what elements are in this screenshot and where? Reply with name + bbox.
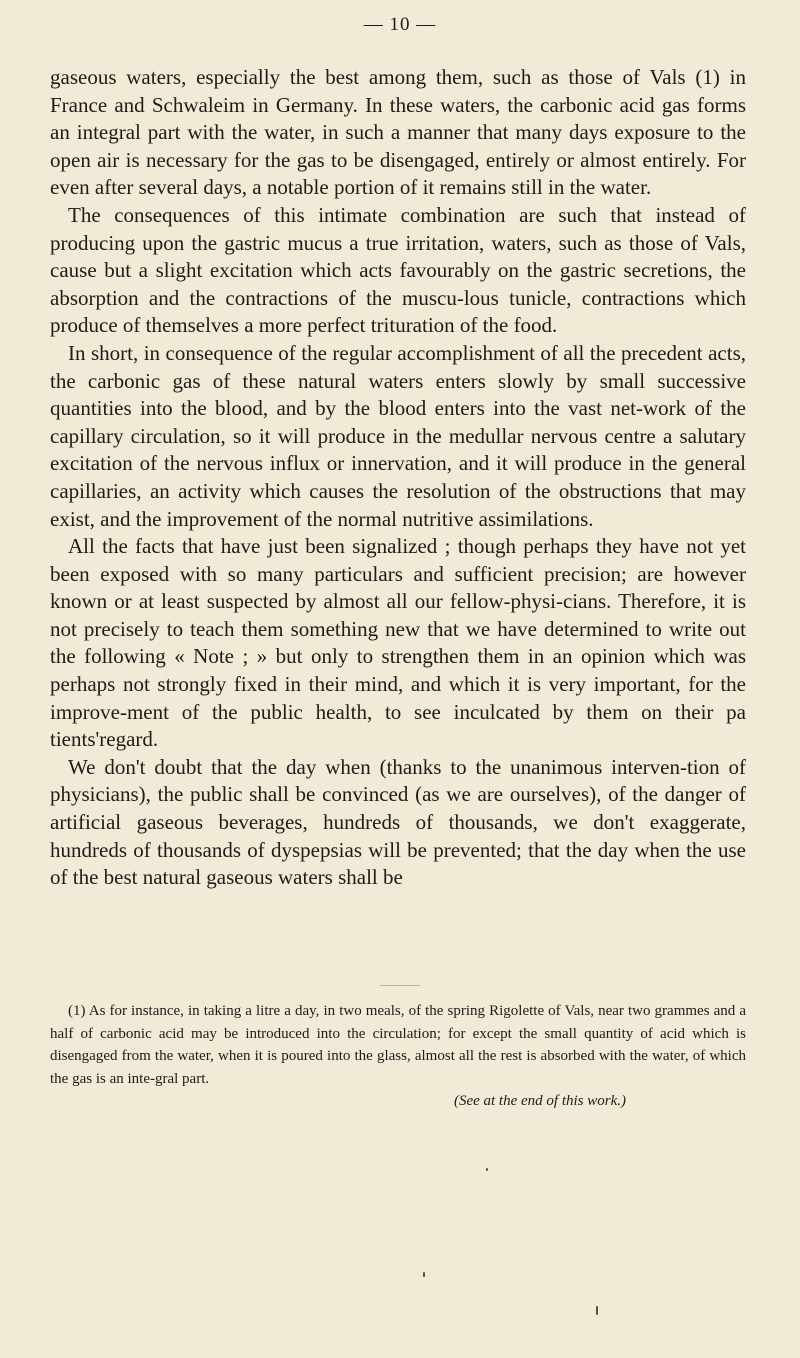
ink-fleck (596, 1306, 598, 1315)
paragraph-2: The consequences of this intimate combination are such that instead of producing upon the gastric mucus a true irritation, waters, such as those of Vals, cause but a slight excitation which acts favourably on the gastric secretions, the absorption and the contractions of the muscu-lous tunicle, contractions which produce of themselves a more perfect trituration of the food. (50, 202, 746, 338)
page-number: — 10 — (363, 14, 437, 35)
ink-fleck (486, 1168, 488, 1171)
footnote-see-note: (See at the end of this work.) (453, 1093, 626, 1109)
footnote-divider (380, 985, 420, 986)
ink-fleck (423, 1272, 425, 1277)
paragraph-1: gaseous waters, especially the best among them, such as those of Vals (1) in France and Schwaleim in Germany. In these waters, the carbonic acid gas forms an integral part with the water, in such a manner that many days exposure to the open air is necessary for the gas to be disengaged, entirely or almost entirely. For even after several days, a notable portion of it remains still in the water. (50, 65, 746, 200)
paragraph-3: In short, in consequence of the regular accomplishment of all the precedent acts, the carbonic gas of these natural waters enters slowly by small successive quantities into the blood, and by the blood enters into the vast net-work of the capillary circulation, so it will produce in the medullar nervous centre a salutary excitation of the nervous influx or innervation, and it will produce in the general capillaries, an activity which causes the resolution of the obstructions that may exist, and the improvement of the normal nutritive assimilations. (50, 340, 746, 531)
main-text (50, 64, 746, 892)
paragraph-5: We don't doubt that the day when (thanks to the unanimous interven-tion of physicians), the public shall be convinced (as we are ourselves), of the danger of artificial gaseous beverages, hundreds of thousands, we don't exaggerate, hundreds of thousands of dyspepsias will be prevented; that the day when the use of the best natural gaseous waters shall be (50, 754, 746, 890)
paragraph-4: All the facts that have just been signalized ; though perhaps they have not yet been exposed with so many particulars and sufficient precision; are however known or at least suspected by almost all our fellow-physi-cians. Therefore, it is not precisely to teach them something new that we have determined to write out the following « Note ; » but only to strengthen them in an opinion which was perhaps not strongly fixed in their mind, and which it is very important, for the improve-ment of the public health, to see inculcated by them on their pa tients'regard. (50, 534, 746, 752)
footnote (50, 1000, 746, 1113)
footnote-text: (1) As for instance, in taking a litre a day, in two meals, of the spring Rigolette of Vals, near two grammes and a half of carbonic acid may be introduced into the circulation; for except the small quantity of acid which is disengaged from the water, when it is poured into the glass, almost all the rest is absorbed with the water, of which the gas is an inte-gral part. (50, 1003, 746, 1087)
